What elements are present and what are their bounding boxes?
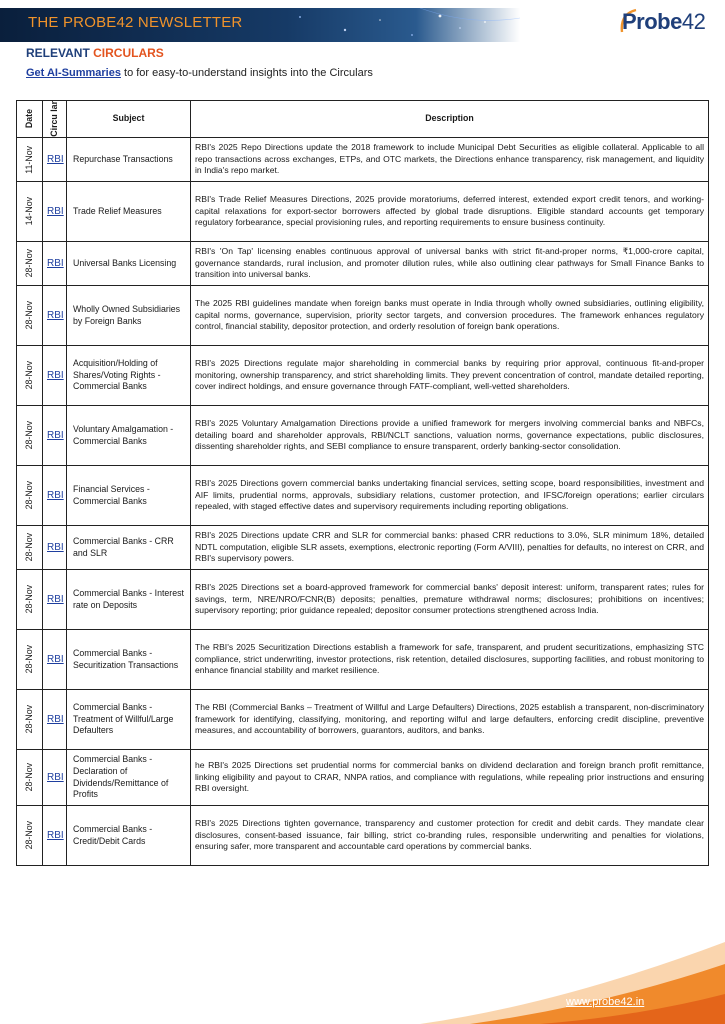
section-title xyxy=(26,46,164,60)
row-date: 14-Nov xyxy=(17,182,43,242)
table-row xyxy=(17,346,709,406)
header-description: Description xyxy=(191,101,709,138)
row-circular xyxy=(43,346,67,406)
row-date: 28-Nov xyxy=(17,526,43,570)
website-link[interactable]: www.probe42.in xyxy=(566,996,645,1008)
row-subject: Commercial Banks - Interest rate on Deposits xyxy=(67,570,191,630)
table-row xyxy=(17,138,709,182)
newsletter-title: THE PROBE42 NEWSLETTER xyxy=(28,14,243,31)
row-description: RBI's 2025 Directions update CRR and SLR for commercial banks: phased CRR reductions to 3.0%, SLR minimum 18%, detailed NDTL computation, eligible SLR assets, exemptions, electronic reporting (Form A/VIII), penalties for defaults, no interest on CRR, and RBI's supervisory powers. xyxy=(191,526,709,570)
rbi-circular-link[interactable]: RBI xyxy=(47,153,64,165)
circulars-table xyxy=(16,100,709,866)
row-date: 28-Nov xyxy=(17,806,43,866)
row-date: 28-Nov xyxy=(17,570,43,630)
table-row xyxy=(17,286,709,346)
table-row xyxy=(17,406,709,466)
row-circular xyxy=(43,138,67,182)
row-date: 28-Nov xyxy=(17,466,43,526)
row-description: The RBI's 2025 Securitization Directions establish a framework for safe, transparent, and prudent securitizations, emphasizing STC compliance, strict underwriting, investor protections, risk retention, detailed disclosures, supporting facilities, and robust monitoring to enhance financial stability and market resilience. xyxy=(191,630,709,690)
section-title-prefix: RELEVANT xyxy=(26,46,94,60)
row-subject: Repurchase Transactions xyxy=(67,138,191,182)
rbi-circular-link[interactable]: RBI xyxy=(47,771,64,783)
row-date: 28-Nov xyxy=(17,286,43,346)
row-description: RBI's 2025 Directions set a board-approved framework for commercial banks' deposit interest: uniform, transparent rates; rules for savings, term, NRE/NRO/FCNR(B) deposits; penalties, premature withdrawal norms; disclosures; prohibitions on incentives; supervisory reporting; prior guidance repealed; depositor consumer protections strengthened across India. xyxy=(191,570,709,630)
row-circular xyxy=(43,406,67,466)
rbi-circular-link[interactable]: RBI xyxy=(47,205,64,217)
row-subject: Commercial Banks - Securitization Transactions xyxy=(67,630,191,690)
rbi-circular-link[interactable]: RBI xyxy=(47,829,64,841)
row-description: RBI's 2025 Directions regulate major shareholding in commercial banks by requiring prior approval, continuous fit-and-proper monitoring, ownership transparency, and strict shareholding limits. They prevent concentration of control, mandate detailed reporting, cover indirect holdings, and ensure governance through FATF-compliant, well-vetted shareholders. xyxy=(191,346,709,406)
row-subject: Wholly Owned Subsidiaries by Foreign Banks xyxy=(67,286,191,346)
logo-number: 42 xyxy=(681,9,706,34)
header-subject: Subject xyxy=(67,101,191,138)
row-description: RBI's 2025 Directions tighten governance, transparency and customer protection for credit and debit cards. They mandate clear disclosures, consent-based issuance, fair billing, strict co-branding rules, responsible underwriting and penalties for violations, ensuring safer, more transparent and accountable card operations by commercial banks. xyxy=(191,806,709,866)
table-row xyxy=(17,242,709,286)
row-date: 28-Nov xyxy=(17,750,43,806)
row-subject: Trade Relief Measures xyxy=(67,182,191,242)
row-subject: Commercial Banks - Credit/Debit Cards xyxy=(67,806,191,866)
rbi-circular-link[interactable]: RBI xyxy=(47,713,64,725)
footer-wave-decoration xyxy=(0,934,725,1024)
rbi-circular-link[interactable]: RBI xyxy=(47,309,64,321)
row-circular xyxy=(43,526,67,570)
row-circular xyxy=(43,182,67,242)
row-circular xyxy=(43,750,67,806)
table-header-row xyxy=(17,101,709,138)
row-circular xyxy=(43,630,67,690)
row-description: he RBI's 2025 Directions set prudential norms for commercial banks on dividend declaration and foreign branch profit remittance, linking eligibility and payout to CRAR, NNPA ratios, and compliance with regulations, while repealing prior instructions and ensuring RBI oversight. xyxy=(191,750,709,806)
row-subject: Voluntary Amalgamation - Commercial Banks xyxy=(67,406,191,466)
ai-summary-line xyxy=(26,67,373,79)
table-row xyxy=(17,630,709,690)
table-row xyxy=(17,750,709,806)
row-circular xyxy=(43,570,67,630)
ai-summaries-link[interactable]: Get AI-Summaries xyxy=(26,67,121,79)
rbi-circular-link[interactable]: RBI xyxy=(47,653,64,665)
table-row xyxy=(17,466,709,526)
row-date: 11-Nov xyxy=(17,138,43,182)
logo-text: Probe xyxy=(622,9,682,34)
row-subject: Universal Banks Licensing xyxy=(67,242,191,286)
rbi-circular-link[interactable]: RBI xyxy=(47,593,64,605)
table-row xyxy=(17,182,709,242)
row-date: 28-Nov xyxy=(17,346,43,406)
row-circular xyxy=(43,242,67,286)
header-date: Date xyxy=(17,101,43,138)
row-circular xyxy=(43,806,67,866)
row-description: The 2025 RBI guidelines mandate when foreign banks must operate in India through wholly owned subsidiaries, outlining eligibility, capital norms, governance, supervision, priority sector targets, and conversion procedures. The framework enhances regulatory control, financial stability, depositor protection, and orderly resolution of foreign bank operations. xyxy=(191,286,709,346)
row-circular xyxy=(43,286,67,346)
row-description: RBI's 2025 Directions govern commercial banks undertaking financial services, setting scope, board responsibilities, investment and AIF limits, prudential norms, approvals, subsidiary relations, customer protection, and IFSC/foreign operations; earlier circulars repealed, with staged effective dates and supervisory requirements including reporting obligations. xyxy=(191,466,709,526)
row-date: 28-Nov xyxy=(17,406,43,466)
ai-summary-text: to for easy-to-understand insights into the Circulars xyxy=(120,67,373,79)
row-description: RBI's Trade Relief Measures Directions, 2025 provide moratoriums, deferred interest, extended export credit tenors, and working-capital relaxations for export-sector borrowers affected by global trade disruptions. Eligible standard accounts get temporary regulatory forbearance, special provisioning rules, and reporting requirements to ensure business continuity. xyxy=(191,182,709,242)
header-circular: Circu lar xyxy=(43,101,67,138)
row-description: RBI's 2025 Repo Directions update the 2018 framework to include Municipal Debt Securities as eligible collateral. Applicable to all repo transactions across exchanges, ETPs, and OTC markets, the Directions enhance transparency, risk management, and liquidity in India's repo market. xyxy=(191,138,709,182)
row-circular xyxy=(43,466,67,526)
rbi-circular-link[interactable]: RBI xyxy=(47,429,64,441)
row-date: 28-Nov xyxy=(17,630,43,690)
row-date: 28-Nov xyxy=(17,242,43,286)
table-row xyxy=(17,526,709,570)
row-description: RBI's 2025 Voluntary Amalgamation Directions provide a unified framework for mergers involving commercial banks and NBFCs, detailing board and shareholder approvals, RBI/NCLT sanctions, valuation norms, governance expectations, public disclosures, dissenting shareholder rights, and SEBI compliance to ensure transparent, orderly banking-sector consolidation. xyxy=(191,406,709,466)
table-row xyxy=(17,806,709,866)
rbi-circular-link[interactable]: RBI xyxy=(47,369,64,381)
row-date: 28-Nov xyxy=(17,690,43,750)
section-title-highlight: CIRCULARS xyxy=(93,46,164,60)
probe42-logo xyxy=(622,9,705,35)
row-subject: Commercial Banks - CRR and SLR xyxy=(67,526,191,570)
rbi-circular-link[interactable]: RBI xyxy=(47,541,64,553)
row-description: RBI's 'On Tap' licensing enables continuous approval of universal banks with strict fit-and-proper norms, ₹1,000-crore capital, governance standards, rural inclusion, and promoter dilution rules, while also outlining clear pathways for Small Finance Banks to transition into universal banks. xyxy=(191,242,709,286)
table-row xyxy=(17,690,709,750)
table-row xyxy=(17,570,709,630)
row-subject: Acquisition/Holding of Shares/Voting Rights - Commercial Banks xyxy=(67,346,191,406)
row-subject: Financial Services - Commercial Banks xyxy=(67,466,191,526)
rbi-circular-link[interactable]: RBI xyxy=(47,257,64,269)
row-subject: Commercial Banks - Declaration of Dividends/Remittance of Profits xyxy=(67,750,191,806)
newsletter-banner xyxy=(0,8,520,42)
row-circular xyxy=(43,690,67,750)
row-description: The RBI (Commercial Banks – Treatment of Willful and Large Defaulters) Directions, 2025 establish a transparent, non-discriminatory framework for identifying, classifying, monitoring, and reporting wilful and large defaulters, enforcing credit discipline, preventive measures, and accountability of borrowers, guarantors, auditors, and banks. xyxy=(191,690,709,750)
rbi-circular-link[interactable]: RBI xyxy=(47,489,64,501)
row-subject: Commercial Banks - Treatment of Willful/Large Defaulters xyxy=(67,690,191,750)
